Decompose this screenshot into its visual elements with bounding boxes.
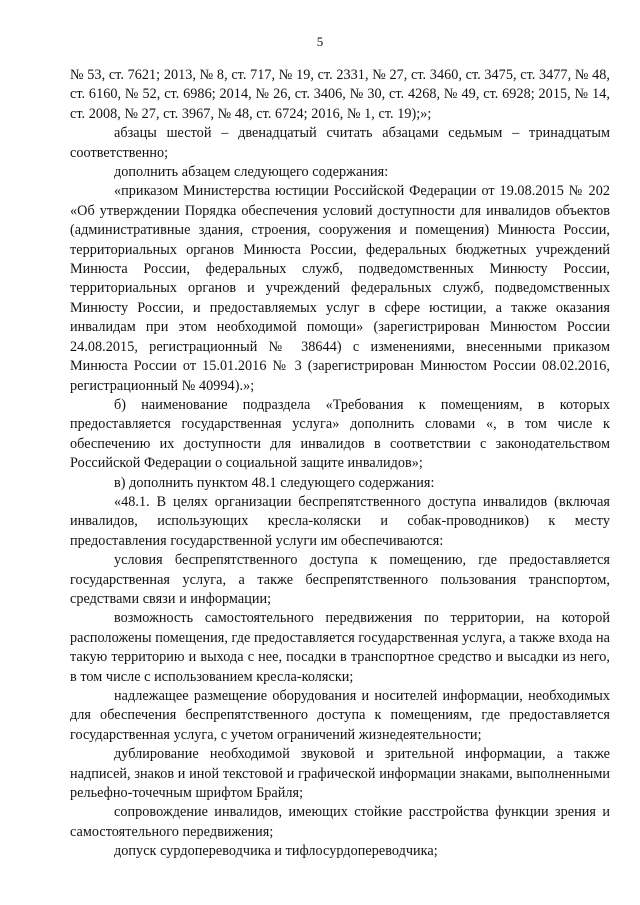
paragraph: б) наименование подраздела «Требования к помещениям, в которых предоставляется государственная услуга» дополнить словами «, в том числе к обеспечению их доступности для инвалидов в соответствии с законодательством Российской Федерации о социальной защите инвалидов»; — [70, 396, 610, 472]
paragraph: «приказом Министерства юстиции Российской Федерации от 19.08.2015 № 202 «Об утверждении Порядка обеспечения условий доступности для инвалидов объектов (административные здания, строения, сооружения и помещения) Минюста России, территориальных органов Минюста России, федеральных бюджетных учреждений Минюста России, федеральных служб, подведомственных Минюсту России, территориальных органов и учреждений федеральных служб, подведомственных Минюсту России, и предоставляемых услуг в сфере юстиции, а также оказания инвалидам при этом необходимой помощи» (зарегистрирован Минюстом России 24.08.2015, регистрационный № 38644) с изменениями, внесенными приказом Минюста России от 15.01.2016 № 3 (зарегистрирован Минюстом России 08.02.2016, регистрационный № 40994).»; — [70, 183, 610, 394]
paragraph: дополнить абзацем следующего содержания: — [114, 164, 389, 181]
paragraph: допуск сурдопереводчика и тифлосурдопереводчика; — [114, 843, 438, 860]
paragraph: дублирование необходимой звуковой и зрительной информации, а также надписей, знаков и иной текстовой и графической информации знаками, выполненными рельефно-точечным шрифтом Брайля; — [70, 746, 610, 802]
paragraph: надлежащее размещение оборудования и носителей информации, необходимых для обеспечения беспрепятственного доступа к помещениям, где предоставляется государственная услуга, с учетом ограничений жизнедеятельности; — [70, 688, 610, 743]
page-number: 5 — [316, 34, 324, 49]
paragraph: «48.1. В целях организации беспрепятственного доступа инвалидов (включая инвалидов, использующих кресла-коляски и собак-проводников) к месту предоставления государственной услуги им обеспечиваются: — [70, 493, 610, 549]
paragraph: условия беспрепятственного доступа к помещению, где предоставляется государственная услуга, а также беспрепятственного пользования транспортом, средствами связи и информации; — [70, 552, 610, 607]
paragraph: возможность самостоятельного передвижения по территории, на которой расположены помещения, где предоставляется государственная услуга, а также входа на такую территорию и выхода с нее, посадки в транспортное средство и высадки из него, в том числе с использованием кресла-коляски; — [70, 610, 610, 685]
paragraph: сопровождение инвалидов, имеющих стойкие расстройства функции зрения и самостоятельного передвижения; — [70, 804, 610, 840]
paragraph: в) дополнить пунктом 48.1 следующего содержания: — [114, 474, 435, 491]
document-body — [70, 66, 610, 862]
paragraph: абзацы шестой – двенадцатый считать абзацами седьмым – тринадцатым соответственно; — [70, 125, 610, 161]
paragraph: № 53, ст. 7621; 2013, № 8, ст. 717, № 19, ст. 2331, № 27, ст. 3460, ст. 3475, ст. 3477, № 48, ст. 6160, № 52, ст. 6986; 2014, № 26, ст. 3406, № 30, ст. 4268, № 49, ст. 6928; 2015, № 14, ст. 2008, № 27, ст. 3967, № 48, ст. 6724; 2016, № 1, ст. 19);»; — [70, 67, 610, 122]
